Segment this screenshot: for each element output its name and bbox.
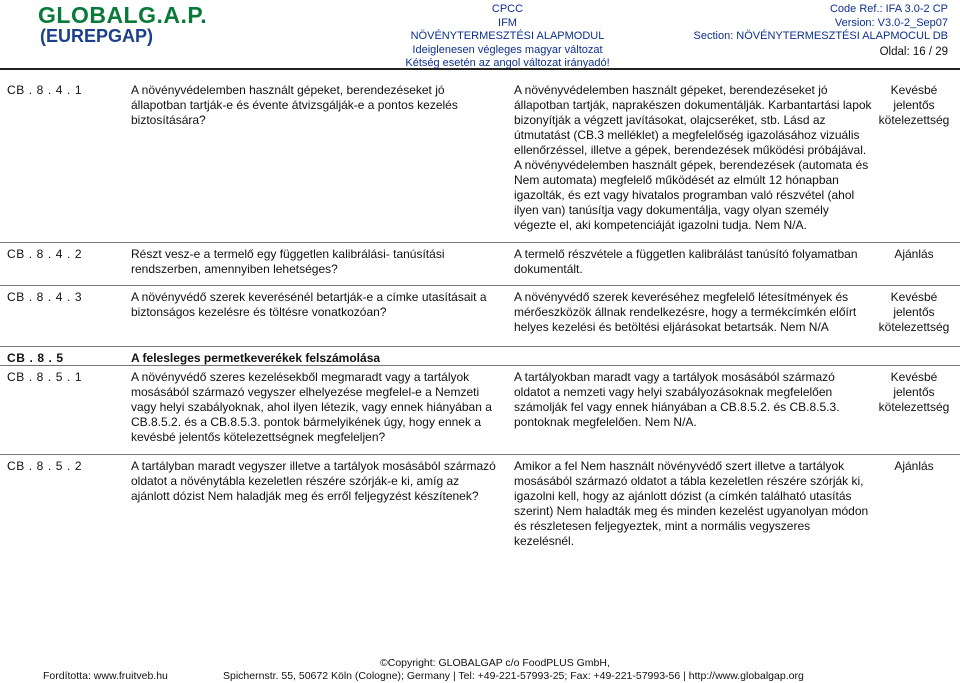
row-answer: A termelő részvétele a független kalibrálást tanúsító folyamatban dokumentált.	[514, 247, 858, 276]
page-number: Oldal: 16 / 29	[879, 45, 948, 58]
header-divider	[0, 68, 960, 70]
row-answer: A tartályokban maradt vagy a tartályok mosásából származó oldatot a nemzeti vagy helyi szabályozásoknak megfelelően számolják fel vagy ennek hiányában a CB.8.5.2. és CB.8.5.3. pontoknak megfelelően. Nem N/A.	[514, 370, 840, 429]
row-level: Kevésbé jelentős kötelezettség	[878, 83, 950, 127]
row-divider	[0, 346, 960, 347]
code-ref: Code Ref.: IFA 3.0-2 CP	[829, 3, 948, 15]
row-question: A növényvédelemben használt gépeket, berendezéseket jó állapotban tartják-e és évente átvizsgálják-e a pontos kezelés biztosítására?	[131, 83, 458, 127]
section-code: CB . 8 . 5	[7, 351, 64, 365]
header-center-line: NÖVÉNYTERMESZTÉSI ALAPMODUL	[410, 30, 605, 42]
row-code: CB . 8 . 5 . 2	[7, 459, 83, 473]
header-center	[360, 3, 655, 71]
logo-line1: GLOBALG.A.P.	[38, 2, 208, 28]
logo-line2: (EUREPGAP)	[40, 26, 154, 46]
row-divider	[0, 242, 960, 243]
address: Spichernstr. 55, 50672 Köln (Cologne); Germany | Tel: +49-221-57993-25; Fax: +49-221-57993-56 | http://www.globalgap.org	[223, 670, 804, 682]
header-right	[694, 3, 949, 59]
globalgap-logo	[38, 2, 208, 46]
row-answer: A növényvédelemben használt gépeket, berendezéseket jó állapotban tartják, naprakészen dokumentálják. Karbantartási lapok bizonyítják a végzett javításokat, olajcseréket, stb. Lásd az útmutatást (CB.3 melléklet) a megfelelőség igazolásához vizuális ellenőrzéssel, illetve a gépek, berendezések működési próbájával. A növényvédelemben használt gépek, berendezések (automata és Nem automata) megfelelő működését az elmúlt 12 hónapban igazolták, és ezt vagy hivatalos programban való részvétel (ahol ilyen van) tanúsítja vagy dokumentálja, vagy olyan személy végezte el, aki kompetenciáját igazolni tudja. Nem N/A.	[514, 83, 872, 232]
row-question: Részt vesz-e a termelő egy független kalibrálási- tanúsítási rendszerben, amennyiben lehetséges?	[131, 247, 445, 276]
section-title: A felesleges permetkeverékek felszámolása	[131, 351, 381, 365]
page-header	[0, 0, 960, 70]
row-divider	[0, 454, 960, 455]
header-center-line: IFM	[498, 16, 517, 29]
row-code: CB . 8 . 4 . 2	[7, 247, 83, 261]
translator: Fordította: www.fruitveb.hu	[43, 670, 168, 682]
row-code: CB . 8 . 4 . 3	[7, 290, 83, 304]
row-code: CB . 8 . 4 . 1	[7, 83, 83, 97]
row-question: A növényvédő szeres kezelésekből megmaradt vagy a tartályok mosásából származó vegyszer elhelyezése megfelel-e a Nemzeti vagy helyi szabályoknak, ahol ilyen létezik, vagy ennek hiányában a CB.8.5.2. és a CB.8.5.3. pontok bármelyikének úgy, hogy ennek a kevésbé jelentős kötelezettségnek megfeleljen?	[131, 370, 492, 444]
row-answer: Amikor a fel Nem használt növényvédő szert illetve a tartályok mosásából származó oldatot a tábla kezeletlen részére szórják ki, igazolni kell, hogy az ajánlott dózist (a címkén található utasítás szerint) Nem haladták meg és minden kezelést ugyanolyan módon és részletesen feljegyeztek, mint a normális vegyszeres kezelésnél.	[514, 459, 869, 548]
row-level: Kevésbé jelentős kötelezettség	[878, 290, 950, 334]
header-center-line: CPCC	[491, 3, 524, 15]
header-center-line: Ideiglenesen végleges magyar változat	[412, 43, 603, 56]
row-answer: A növényvédő szerek keveréséhez megfelelő létesítmények és mérőeszközök állnak rendelkezésre, hogy a termékcímkén előírt helyes kezelési és betöltési eljárásokat betartsák. Nem N/A	[514, 290, 857, 334]
copyright: ©Copyright: GLOBALGAP c/o FoodPLUS GmbH,	[380, 657, 610, 669]
row-level: Kevésbé jelentős kötelezettség	[878, 370, 950, 414]
row-question: A növényvédő szerek keverésénél betartják-e a címke utasításait a biztonságos kezelésre és töltésre vonatkozóan?	[131, 290, 487, 319]
row-level: Ajánlás	[894, 459, 934, 473]
header-center-line: Kétség esetén az angol változat irányadó!	[405, 57, 610, 69]
row-code: CB . 8 . 5 . 1	[7, 370, 83, 384]
row-question: A tartályban maradt vegyszer illetve a tartályok mosásából származó oldatot a növénytábla kezeletlen részére szórják-e ki, amíg az ajánlott dózist Nem haladják meg és erről feljegyzést készítenek?	[131, 459, 496, 503]
row-divider	[0, 365, 960, 366]
section: Section: NÖVÉNYTERMESZTÉSI ALAPMOCUL DB	[693, 30, 948, 42]
version: Version: V3.0-2_Sep07	[834, 16, 948, 29]
row-level: Ajánlás	[894, 247, 934, 261]
row-divider	[0, 285, 960, 286]
